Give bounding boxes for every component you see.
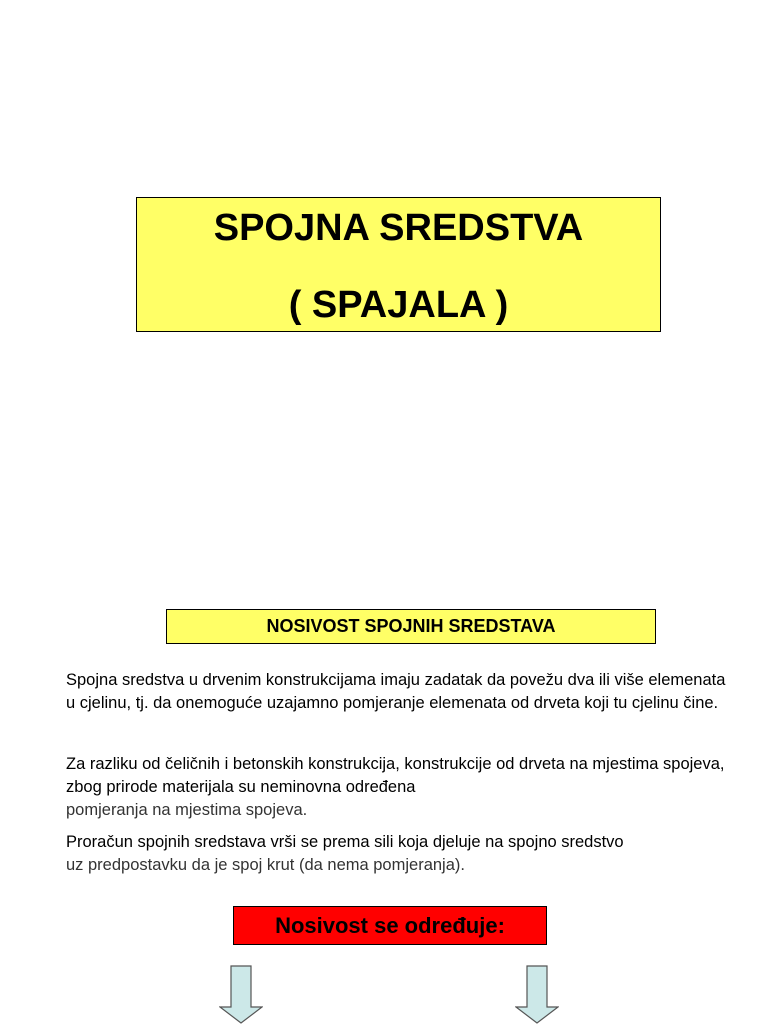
callout-box: Nosivost se određuje:: [233, 906, 547, 945]
paragraph-3: [66, 831, 726, 877]
arrow-down-icon: [219, 965, 263, 1024]
paragraph-3-text: Proračun spojnih sredstava vrši se prema sili koja djeluje na spojno sredstvo: [66, 833, 624, 851]
paragraph-3-tail: uz predpostavku da je spoj krut (da nema pomjeranja).: [66, 856, 465, 874]
paragraph-1: [66, 669, 726, 715]
section-heading: NOSIVOST SPOJNIH SREDSTAVA: [166, 609, 656, 644]
paragraph-2-text: Za razliku od čeličnih i betonskih konstrukcija, konstrukcije od drveta na mjestima spojeva, zbog prirode materijala su neminovna određena: [66, 755, 725, 796]
paragraph-2: [66, 753, 726, 822]
arrow-down-icon: [515, 965, 559, 1024]
title-box: [136, 197, 661, 332]
paragraph-2-tail: pomjeranja na mjestima spojeva.: [66, 801, 308, 819]
title-line-2: ( SPAJALA ): [288, 284, 509, 326]
paragraph-1-text: Spojna sredstva u drvenim konstrukcijama imaju zadatak da povežu dva ili više elemenata u cjelinu, tj. da onemoguće uzajamno pomjeranje elemenata od drveta koji tu cjelinu čine.: [66, 671, 726, 712]
title-line-1: SPOJNA SREDSTVA: [213, 207, 584, 249]
